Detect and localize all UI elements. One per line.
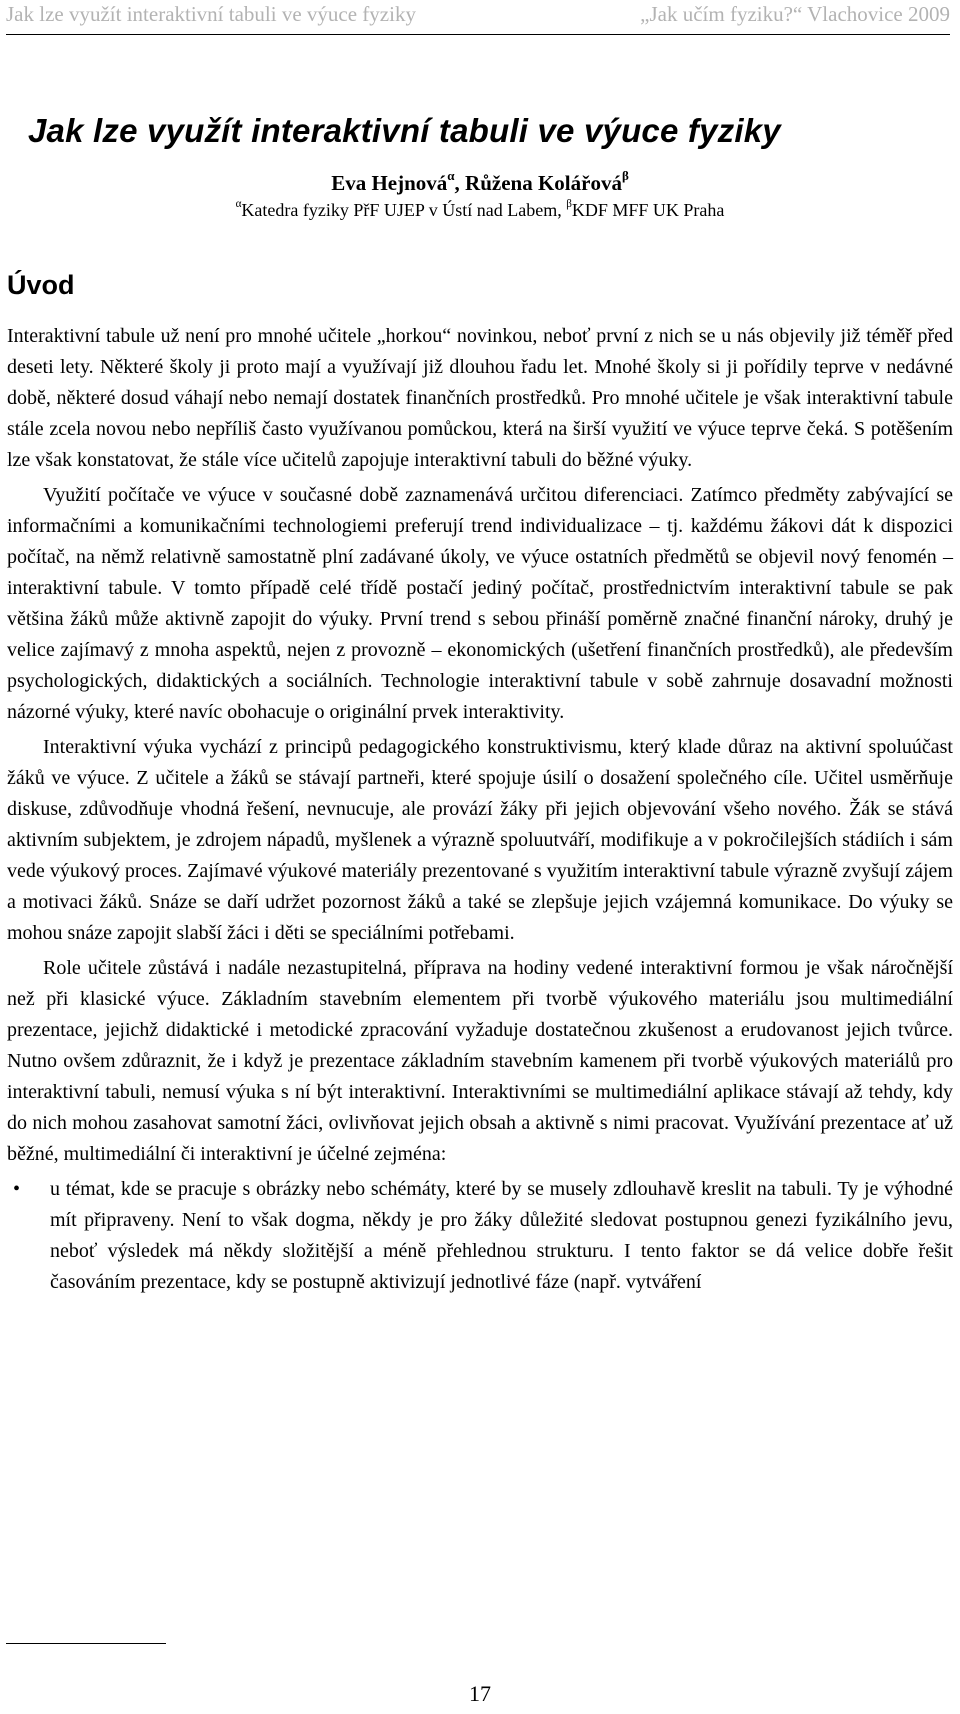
running-header [6, 0, 950, 35]
footer-divider [6, 1643, 166, 1644]
header-event: „Jak učím fyziku?“ Vlachovice 2009 [640, 2, 950, 26]
paragraph: Interaktivní výuka vychází z principů pedagogického konstruktivismu, který klade důraz na aktivní spoluúčast žáků ve výuce. Z učitele a žáků se stávají partneři, které spojuje úsilí o dosažení společného cíle. Učitel usměrňuje diskuse, zdůvodňuje vhodná řešení, nevnucuje, ale provází žáky při jejich objevování všeho nového. Žák se stává aktivním subjektem, je zdrojem nápadů, myšlenek a výrazně spoluutváří, modifikuje a v pokročilejších stádiích i sám vede výukový proces. Zajímavé výukové materiály prezentované s využitím interaktivní tabule výrazně zvyšují zájem a motivaci žáků. Snáze se daří udržet pozornost žáků a také se zlepšuje jejich vzájemná komunikace. Do výuky se mohou snáze zapojit slabší žáci i děti se speciálními potřebami. [7, 736, 953, 944]
author-1: Eva Hejnová [331, 171, 448, 195]
page-number: 17 [469, 1681, 491, 1706]
author-separator: , [454, 171, 466, 195]
affiliations-line [0, 200, 960, 221]
paragraph: Role učitele zůstává i nadále nezastupitelná, příprava na hodiny vedené interaktivní formou je však náročnější než při klasické výuce. Základním stavebním elementem při tvorbě výukového materiálu jsou multimediální prezentace, jejichž didaktické i metodické zpracování vyžaduje dostatečnou zkušenost a erudovanost jejich tvůrce. Nutno ovšem zdůraznit, že i když je prezentace základním stavebním kamenem při tvorbě výukových materiálů pro interaktivní tabuli, nemusí výuka s ní být interaktivní. Interaktivními se multimediální aplikace stávají až tehdy, kdy do nich mohou zasahovat samotní žáci, ovlivňovat jejich obsah a aktivně s nimi pracovat. Využívání prezentace ať už běžné, multimediální či interaktivní je účelné zejména: [7, 957, 953, 1165]
author-2-mark: β [621, 168, 629, 184]
article-body [7, 321, 953, 1298]
header-title: Jak lze využít interaktivní tabuli ve výuce fyziky [6, 2, 416, 26]
list-item [7, 1174, 953, 1298]
affiliation-1: Katedra fyziky PřF UJEP v Ústí nad Labem, [241, 200, 567, 220]
bullet-list [7, 1174, 953, 1298]
affiliation-2-mark: β [566, 198, 572, 211]
paragraph: Interaktivní tabule už není pro mnohé učitele „horkou“ novinkou, neboť první z nich se u nás objevily již téměř před deseti lety. Některé školy ji proto mají a využívají již dlouhou řadu let. Mnohé školy si ji pořídily teprve v nedávné době, některé dosud váhají nebo nemají dostatek finančních prostředků. Pro mnohé učitele je však interaktivní tabule stále zcela novou nebo nepříliš často využívanou pomůckou, která na širší využití ve výuce teprve čeká. S potěšením lze však konstatovat, že stále více učitelů zapojuje interaktivní tabuli do běžné výuky. [7, 325, 953, 471]
article-title: Jak lze využít interaktivní tabuli ve výuce fyziky [28, 112, 781, 149]
bullet-icon: • [13, 1178, 21, 1200]
author-1-mark: α [447, 168, 455, 184]
author-2: Růžena Kolářová [465, 171, 622, 195]
authors-line [0, 170, 960, 196]
paragraph: Využití počítače ve výuce v současné době zaznamenává určitou diferenciaci. Zatímco předměty zabývající se informačními a komunikačními technologiemi preferují trend individualizace – tj. každému žákovi dát k dispozici počítač, na němž relativně samostatně plní zadávané úkoly, ve výuce ostatních předmětů se objevil nový fenomén – interaktivní tabule. V tomto případě celé třídě postačí jediný počítač, prostřednictvím interaktivní tabule se pak většina žáků může aktivně zapojit do výuky. První trend s sebou přináší poměrně značné finanční nároky, druhý je velice zajímavý z mnoha aspektů, nejen z provozně – ekonomických (ušetření finančních prostředků), ale především psychologických, didaktických a sociálních. Technologie interaktivní tabule v sobě zahrnuje dosavadní možnosti názorné výuky, které navíc obohacuje o originální prvek interaktivity. [7, 484, 953, 723]
section-heading-uvod: Úvod [7, 270, 75, 300]
affiliation-1-mark: α [235, 198, 242, 211]
affiliation-2: KDF MFF UK Praha [571, 200, 725, 220]
list-item-text: u témat, kde se pracuje s obrázky nebo schémáty, které by se musely zdlouhavě kreslit na tabuli. Ty je výhodné mít připraveny. Není to však dogma, někdy je pro žáky důležité sledovat postupnou genezi fyzikálního jevu, neboť výsledek má někdy složitější a méně přehlednou strukturu. I tento faktor se dá velice dobře řešit časováním prezentace, kdy se postupně aktivizují jednotlivé fáze (např. vytváření [50, 1178, 953, 1293]
